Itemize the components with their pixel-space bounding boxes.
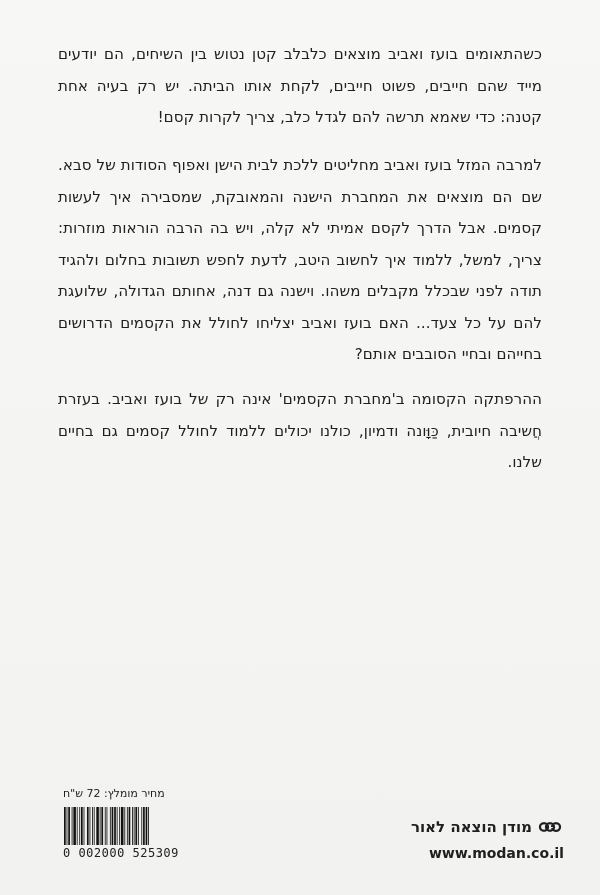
blurb-paragraph-3: ההרפתקה הקסומה ב'מחברת הקסמים' אינה רק של בועז ואביב. בעזרת חֲשיבה חיובית, כַּוָּונה ודמיון, כולנו יכולים ללמוד לחולל קסמים גם בחיים שלנו.	[58, 390, 542, 471]
barcode-bar	[100, 807, 101, 845]
barcode-bar	[110, 807, 111, 845]
barcode-bar	[148, 807, 149, 845]
barcode-bar	[119, 807, 120, 845]
barcode-bar	[112, 807, 114, 845]
barcode-bar	[67, 807, 68, 845]
barcode-bar	[127, 807, 128, 845]
barcode-bar	[138, 807, 139, 845]
barcode-bar	[135, 807, 137, 845]
barcode-bar	[117, 807, 118, 845]
publisher-block	[394, 818, 564, 862]
barcode-bar	[124, 807, 125, 845]
barcode-bar	[96, 807, 99, 845]
barcode-bar	[141, 807, 142, 845]
barcode-bar	[81, 807, 83, 845]
modan-logo-icon	[538, 819, 564, 835]
barcode-bar	[121, 807, 124, 845]
barcode-bar	[73, 807, 76, 845]
barcode-bar	[143, 807, 145, 845]
publisher-url: www.modan.co.il	[428, 846, 564, 862]
barcode-bar	[146, 807, 148, 845]
barcode-bar	[92, 807, 93, 845]
barcode-bar	[94, 807, 95, 845]
barcode-bar	[68, 807, 70, 845]
price-barcode-box	[63, 787, 192, 860]
barcode-bar	[84, 807, 85, 845]
barcode-bar	[87, 807, 89, 845]
barcode-bar	[101, 807, 103, 845]
publisher-name: מודן הוצאה לאור	[410, 818, 532, 836]
barcode-bar	[64, 807, 66, 845]
barcode	[63, 807, 188, 845]
barcode-bar	[129, 807, 131, 845]
blurb-paragraph-1: כשהתאומים בועז ואביב מוצאים כלבלב קטן נטוש בין השיחים, הם יודעים מייד שהם חייבים, פשוט חייבים, לקחת אותו הביתה. יש רק בעיה אחת קטנה: כדי שאמא תרשה להם לגדל כלב, צריך לקרות קסם!	[58, 45, 542, 126]
recommended-price: מחיר מומלץ: 72 ש"ח	[63, 787, 165, 800]
barcode-bar	[134, 807, 135, 845]
barcode-bar	[77, 807, 78, 845]
blurb-paragraph-2: למרבה המזל בועז ואביב מחליטים ללכת לבית הישן ואפוף הסודות של סבא. שם הם מוצאים את המחברת הישנה והמאובקת, שמסבירה איך לעשות קסמים. אבל הדרך לקסם אמיתי לא קלה, ויש בה הרבה הוראות מוזרות: צריך, למשל, ללמוד איך לחשוב היטב, לדעת לחפש תשובות בחלום ולהגיד תודה לפני שבכלל מקבלים משהו. וישנה גם דנה, אחותם הגדולה, שלועגת להם על כל צעד... האם בועז ואביב יצליחו לחולל את הקסמים הדרושים בחייהם ובחיי הסובבים אותם?	[58, 156, 542, 363]
barcode-bar	[107, 807, 108, 845]
barcode-bar	[105, 807, 106, 845]
barcode-bar	[114, 807, 116, 845]
barcode-bar	[90, 807, 91, 845]
barcode-bar	[132, 807, 133, 845]
barcode-bar	[79, 807, 80, 845]
barcode-number: 0 002000 525309	[63, 846, 179, 860]
barcode-bar	[72, 807, 73, 845]
